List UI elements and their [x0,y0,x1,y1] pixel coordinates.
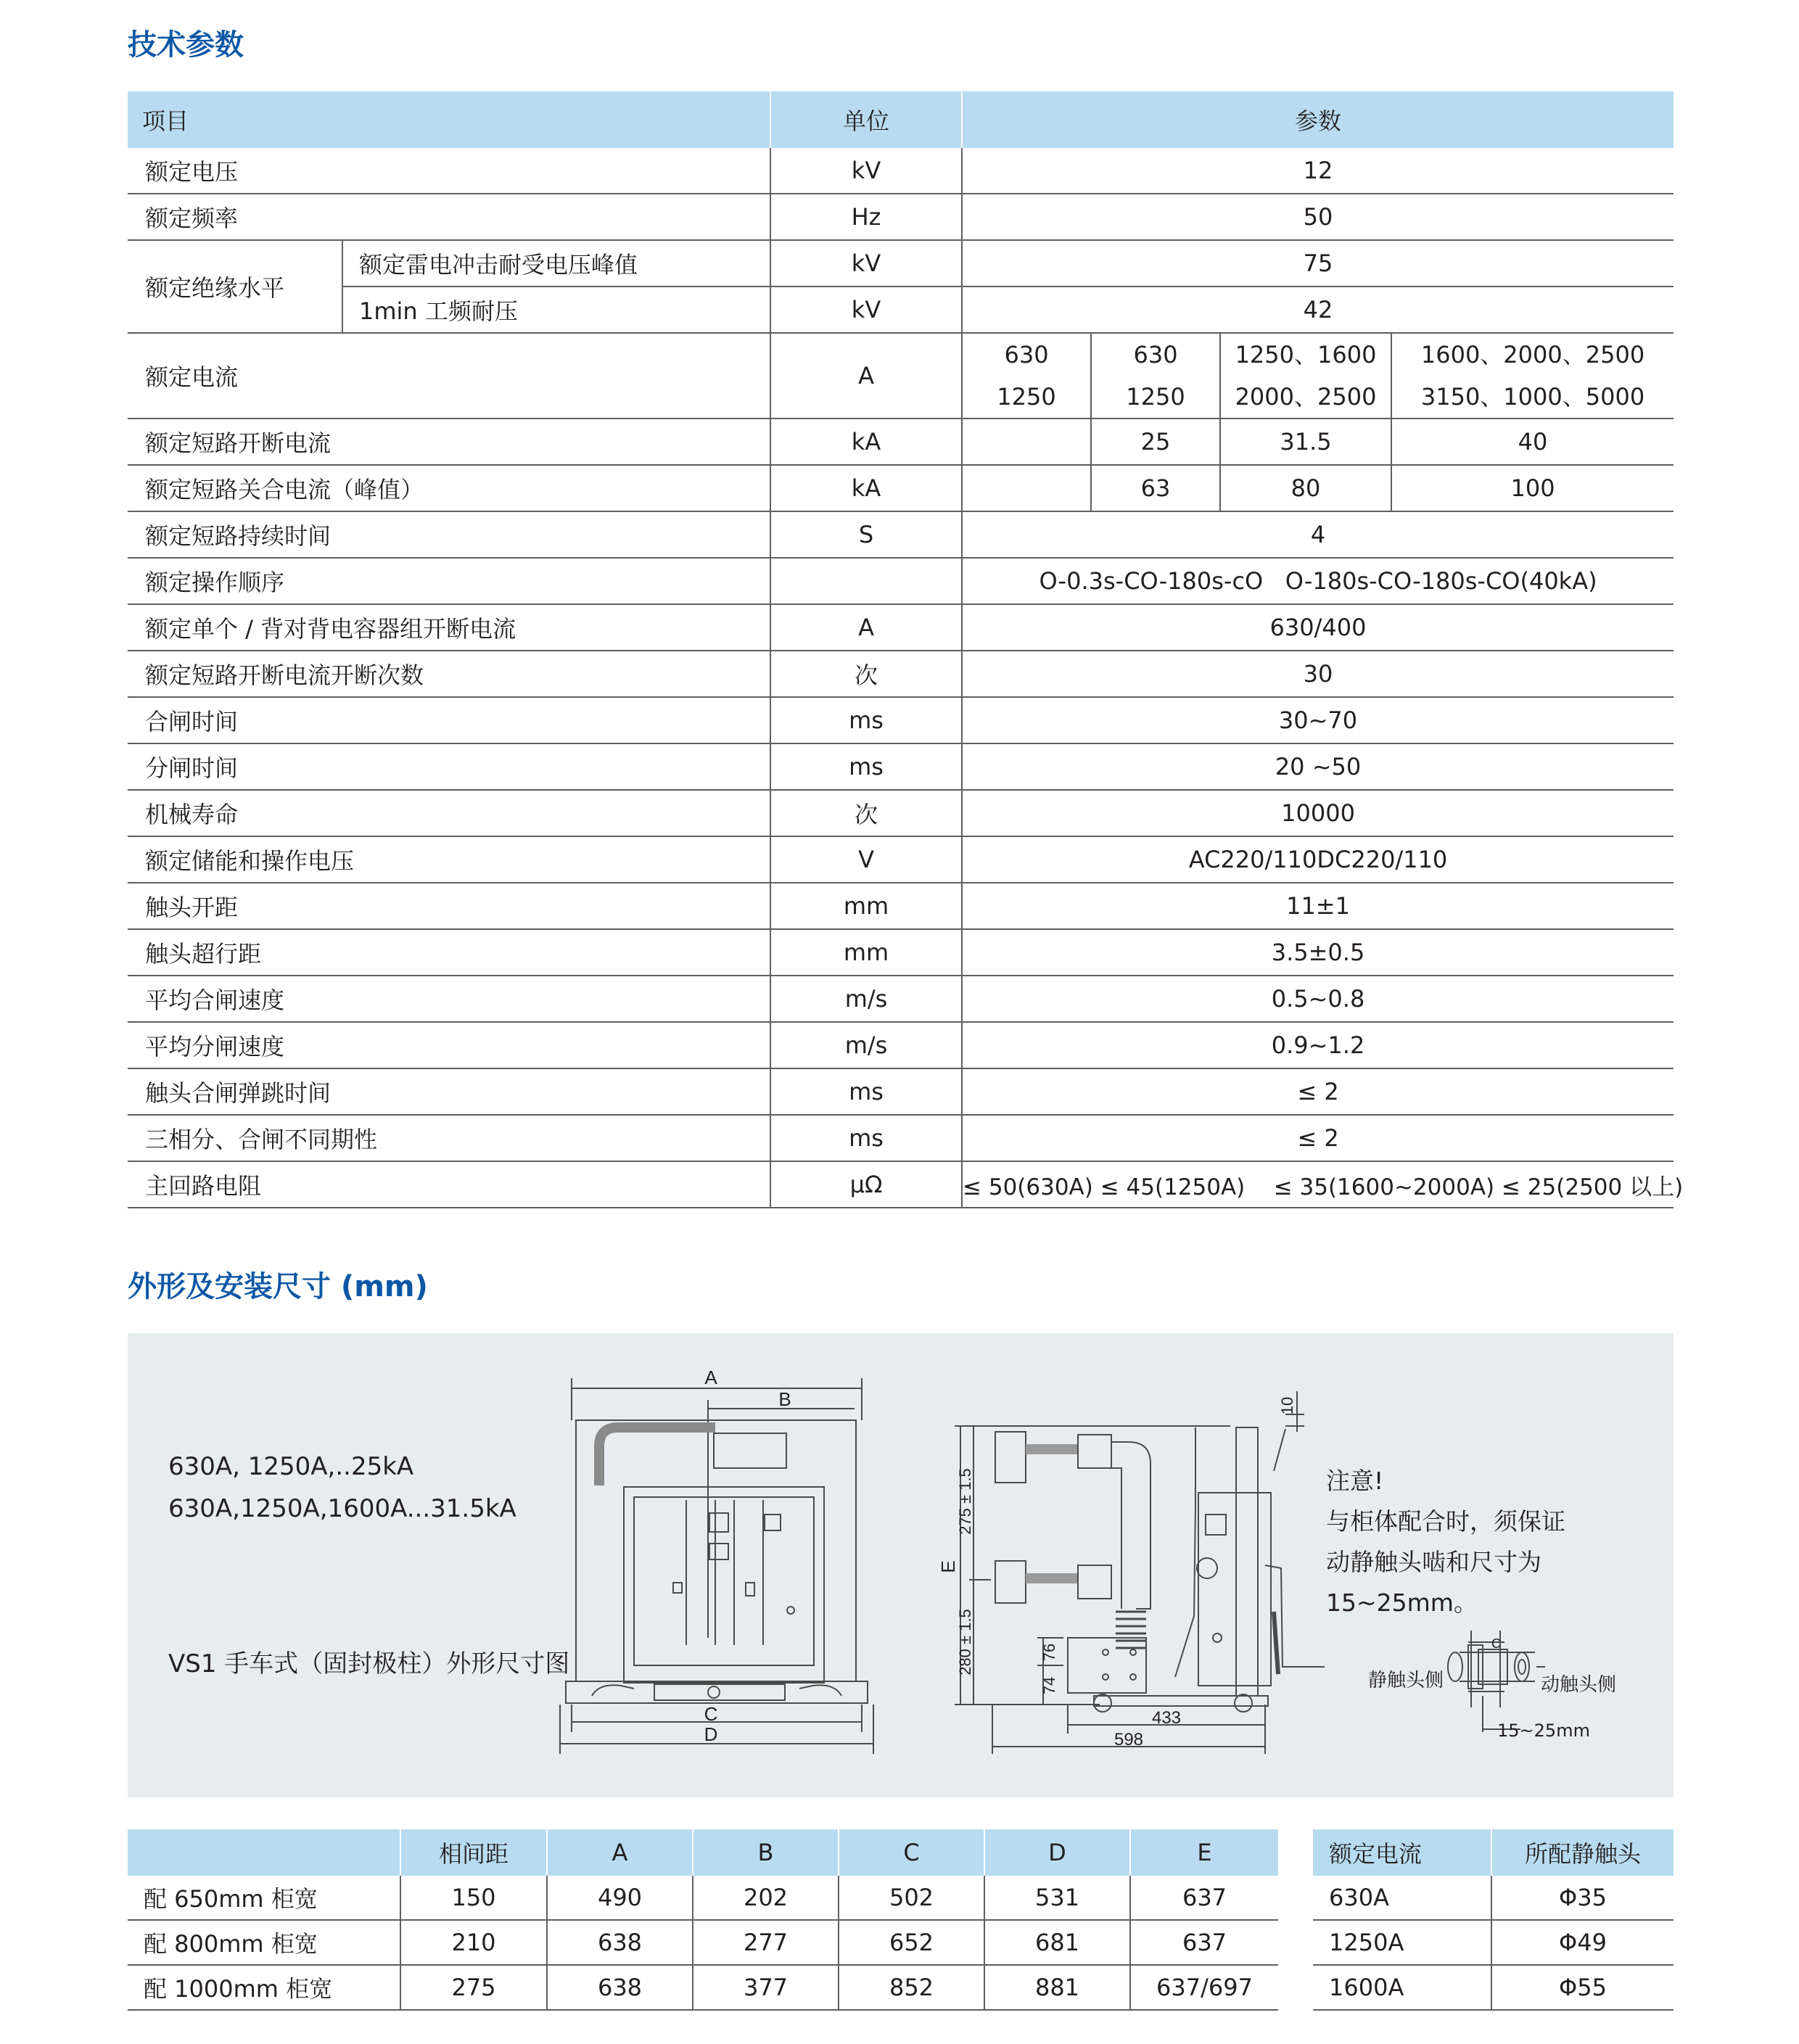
dim-cell: 490 [547,1876,693,1920]
row-unit: kA [770,419,962,465]
row-item: 额定操作顺序 [128,558,770,604]
row-unit: ms [770,1068,962,1115]
ratings-line-2: 630A,1250A,1600A...31.5kA [168,1494,516,1523]
dim-cell: 652 [839,1920,984,1965]
table-row [128,697,1674,743]
current-cell: 1600、2000、2500 3150、1000、5000 [1391,333,1674,419]
row-value: AC220/110DC220/110 [962,836,1674,883]
contact-header-row [1313,1829,1674,1876]
row-unit: 次 [770,651,962,697]
table-row [128,790,1674,836]
row-value: 40 [1391,419,1674,465]
dim-cell: 881 [984,1965,1130,2010]
row-item: 触头开距 [128,883,770,929]
row-item: 额定电流 [128,333,770,419]
table-row [128,1920,1278,1965]
row-value: 100 [1391,465,1674,511]
row-subitem: 1min 工频耐压 [342,287,770,333]
spec-header-row [128,91,1674,148]
table-row [1313,1965,1674,2010]
dim-header: A [547,1829,693,1876]
current-cell: 630 1250 [962,333,1091,419]
row-value: 25 [1091,419,1220,465]
row-unit: 次 [770,790,962,836]
dim-cell: 637 [1130,1876,1278,1920]
row-item: 平均分闸速度 [128,1022,770,1068]
row-unit [770,558,962,604]
engage-label: 15~25mm [1497,1720,1590,1741]
engagement-mark: C [1491,1636,1501,1651]
label-c: C [704,1703,718,1725]
drawing-panel [128,1333,1674,1797]
row-unit: μΩ [770,1161,962,1208]
header-value: 参数 [962,91,1674,148]
contact-cell: Φ35 [1491,1876,1674,1920]
current-cell: 1250、1600 2000、2500 [1220,333,1391,419]
dim-header: B [693,1829,839,1876]
table-row [128,976,1674,1022]
dim-cell: 637/697 [1130,1965,1278,2010]
section-title-dimensions: 外形及安装尺寸 (mm) [128,1270,428,1303]
dim-cell: 202 [693,1876,839,1920]
dim-header [128,1829,400,1876]
row-value: O-0.3s-CO-180s-cO O-180s-CO-180s-CO(40kA) [962,558,1674,604]
row-unit: mm [770,883,962,929]
row-value: 30~70 [962,697,1674,743]
row-unit: ms [770,697,962,743]
row-unit: kA [770,465,962,511]
contact-cell: 1600A [1313,1965,1491,2010]
row-value: ≤ 2 [962,1068,1674,1115]
table-row [128,419,1674,465]
current-cell: 630 1250 [1091,333,1220,419]
row-value: 63 [1091,465,1220,511]
row-value: 20 ~50 [962,743,1674,790]
row-unit: A [770,604,962,651]
spec-table [128,91,1684,1208]
dim-cell: 852 [839,1965,984,2010]
table-row [128,333,1674,419]
dim-cell: 277 [693,1920,839,1965]
contact-header: 额定电流 [1313,1829,1491,1876]
table-row [128,1022,1674,1068]
row-item: 三相分、合闸不同期性 [128,1115,770,1161]
row-unit: mm [770,929,962,976]
row-item: 触头合闸弹跳时间 [128,1068,770,1115]
static-side-label: 静触头侧 [1368,1670,1444,1691]
table-row [128,287,1674,333]
table-row [128,558,1674,604]
note-title: 注意! [1326,1467,1384,1495]
dim-header: E [1130,1829,1278,1876]
dim-cell: 275 [400,1965,547,2010]
row-value: 11±1 [962,883,1674,929]
side-view [955,1391,1325,1754]
table-row [128,240,1674,287]
row-value: ≤ 50(630A) ≤ 45(1250A) ≤ 35(1600~2000A) ≤ 25(2500 以上) [962,1161,1674,1208]
row-unit: A [770,333,962,419]
dim-cell: 638 [547,1965,693,2010]
row-unit: S [770,511,962,558]
row-value: 50 [962,194,1674,240]
row-value: 30 [962,651,1674,697]
row-unit: ms [770,1115,962,1161]
table-row [128,743,1674,790]
dimension-table [128,1829,1278,2011]
row-unit: V [770,836,962,883]
row-value: 4 [962,511,1674,558]
row-unit: kV [770,148,962,194]
dim-cell: 681 [984,1920,1130,1965]
drawing-caption: VS1 手车式（固封极柱）外形尺寸图 [168,1649,570,1678]
header-item: 项目 [128,91,770,148]
row-value [962,419,1091,465]
contact-header: 所配静触头 [1491,1829,1674,1876]
label-433: 433 [1151,1708,1182,1728]
row-item: 额定绝缘水平 [128,240,342,333]
table-row [128,465,1674,511]
row-value: 0.5~0.8 [962,976,1674,1022]
dim-header: C [839,1829,984,1876]
note-line-1: 与柜体配合时，须保证 [1326,1507,1565,1536]
row-item: 触头超行距 [128,929,770,976]
row-unit: m/s [770,1022,962,1068]
row-unit: ms [770,743,962,790]
table-row [128,836,1674,883]
row-item: 额定单个 / 背对背电容器组开断电流 [128,604,770,651]
contact-cell: Φ49 [1491,1920,1674,1965]
dim-cell: 150 [400,1876,547,1920]
label-76: 76 [1040,1643,1058,1662]
table-row [128,651,1674,697]
row-value [962,465,1091,511]
row-value: 42 [962,287,1674,333]
table-row [128,194,1674,240]
row-unit: kV [770,240,962,287]
row-subitem: 额定雷电冲击耐受电压峰值 [342,240,770,287]
dim-cell: 210 [400,1920,547,1965]
label-275: 275 ± 1.5 [956,1468,974,1535]
row-item: 机械寿命 [128,790,770,836]
row-unit: m/s [770,976,962,1022]
contact-cell: 1250A [1313,1920,1491,1965]
dim-header: 相间距 [400,1829,547,1876]
section-title-spec: 技术参数 [128,28,244,62]
row-value: 0.9~1.2 [962,1022,1674,1068]
note-line-2: 动静触头啮和尺寸为 [1326,1548,1541,1576]
row-item: 额定短路开断电流 [128,419,770,465]
row-value: 80 [1220,465,1391,511]
dim-cell: 377 [693,1965,839,2010]
table-row [128,511,1674,558]
table-row [1313,1876,1674,1920]
row-item: 额定短路关合电流（峰值） [128,465,770,511]
dim-cell: 531 [984,1876,1130,1920]
label-b: B [778,1388,791,1410]
label-10: 10 [1278,1396,1296,1415]
row-item: 平均合闸速度 [128,976,770,1022]
ratings-line-1: 630A, 1250A,..25kA [168,1452,414,1481]
header-unit: 单位 [770,91,962,148]
table-row [1313,1920,1674,1965]
row-value: 3.5±0.5 [962,929,1674,976]
row-item: 合闸时间 [128,697,770,743]
dim-cell: 配 650mm 柜宽 [128,1876,400,1920]
row-value: 75 [962,240,1674,287]
table-row [128,604,1674,651]
table-row [128,1161,1674,1208]
row-value: 12 [962,148,1674,194]
table-row [128,1068,1674,1115]
row-item: 额定电压 [128,148,770,194]
row-item: 额定频率 [128,194,770,240]
label-d: D [704,1723,718,1745]
row-item: 额定短路开断电流开断次数 [128,651,770,697]
row-unit: kV [770,287,962,333]
row-value: 630/400 [962,604,1674,651]
label-a: A [704,1367,717,1388]
row-item: 主回路电阻 [128,1161,770,1208]
table-row [128,929,1674,976]
dim-cell: 502 [839,1876,984,1920]
label-e: E [937,1560,959,1573]
row-value: 10000 [962,790,1674,836]
label-598: 598 [1113,1730,1144,1750]
note-line-3: 15~25mm。 [1326,1588,1478,1617]
label-74: 74 [1040,1676,1058,1695]
contact-cell: Φ55 [1491,1965,1674,2010]
row-item: 额定储能和操作电压 [128,836,770,883]
table-row [128,148,1674,194]
contact-cell: 630A [1313,1876,1491,1920]
row-value: ≤ 2 [962,1115,1674,1161]
row-item: 分闸时间 [128,743,770,790]
moving-side-label: 动触头侧 [1541,1674,1617,1696]
table-row [128,1115,1674,1161]
label-280: 280 ± 1.5 [956,1609,974,1676]
dim-cell: 配 1000mm 柜宽 [128,1965,400,2010]
dim-cell: 638 [547,1920,693,1965]
table-row [128,883,1674,929]
dim-header-row [128,1829,1278,1876]
contact-table [1313,1829,1674,2011]
front-view [560,1378,873,1754]
dim-cell: 637 [1130,1920,1278,1965]
table-row [128,1876,1278,1920]
row-item: 额定短路持续时间 [128,511,770,558]
table-row [128,1965,1278,2010]
dim-cell: 配 800mm 柜宽 [128,1920,400,1965]
dim-header: D [984,1829,1130,1876]
row-value: 31.5 [1220,419,1391,465]
row-unit: Hz [770,194,962,240]
